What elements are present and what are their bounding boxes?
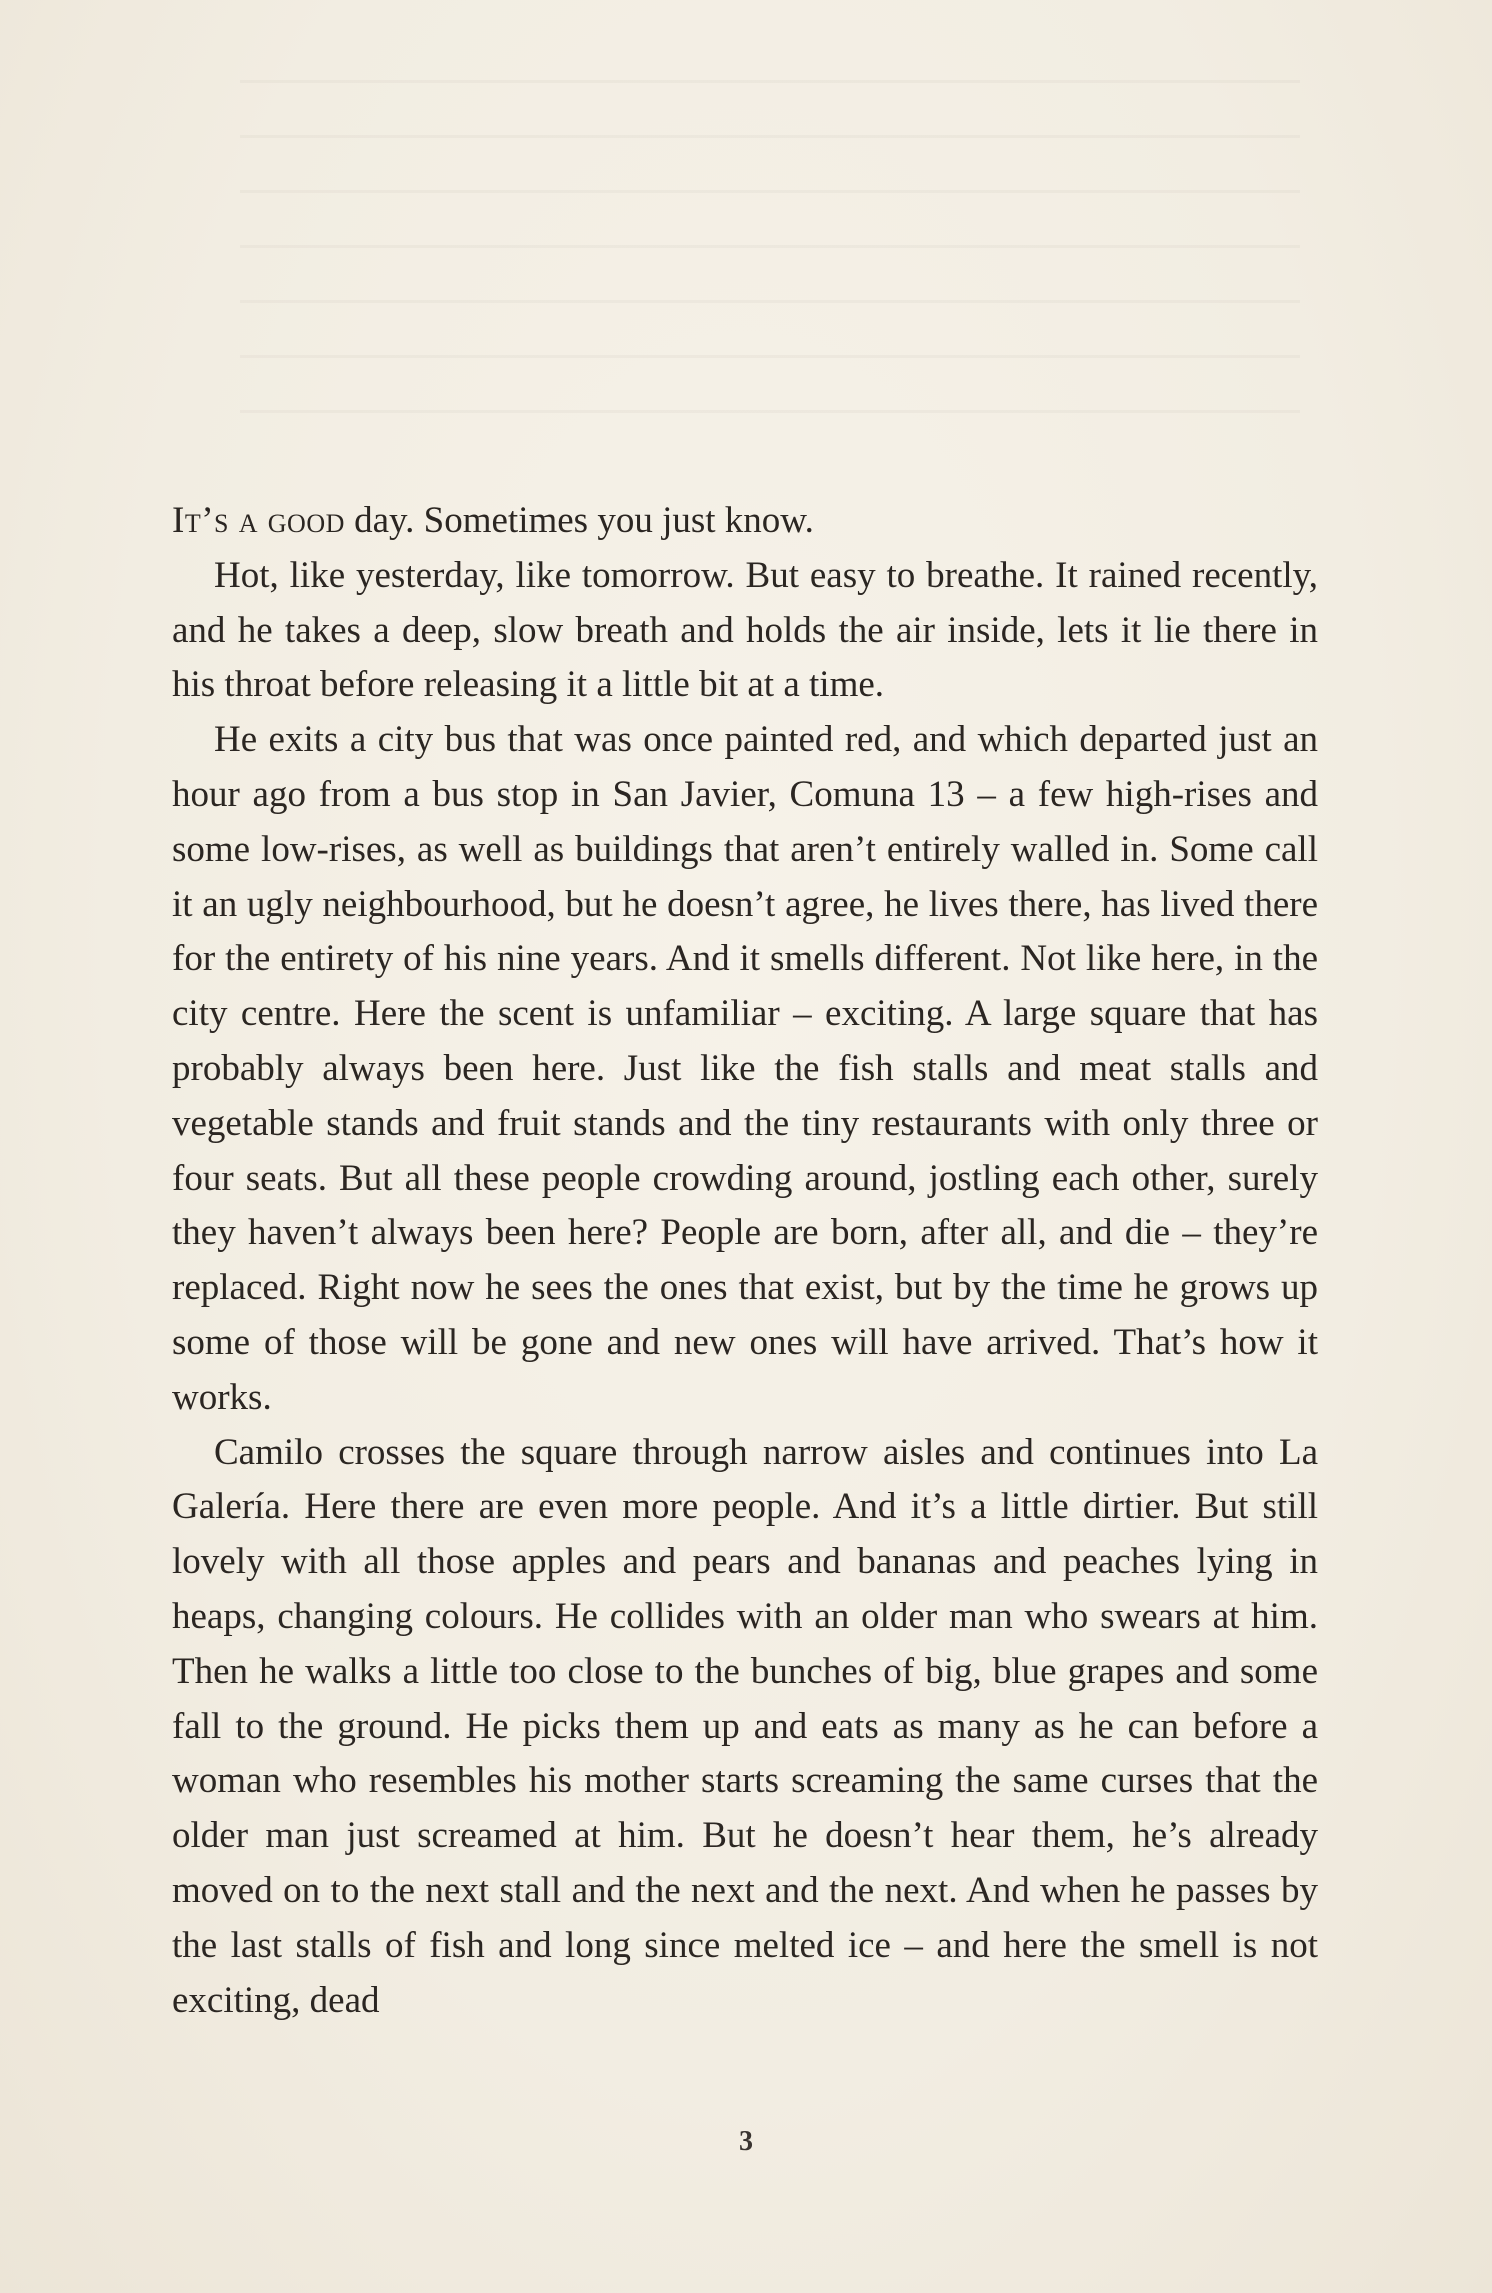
page-number: 3 (739, 2126, 753, 2157)
opening-rest: day. Sometimes you just know. (344, 500, 814, 541)
opening-small-caps: It’s a good (172, 500, 345, 541)
show-through-shading (240, 80, 1300, 460)
paragraph-3: Camilo crosses the square through narrow aisles and continues into La Galería. Here there are even more people. And it’s a little dirtier. But still lovely with all those apples and pears and bananas and peaches lying in heaps, changing colours. He collides with an older man who swears at him. Then he walks a little too close to the bunches of big, blue grapes and some fall to the ground. He picks them up and eats as many as he can before a woman who resembles his mother starts screaming the same curses that the older man just screamed at him. But he doesn’t hear them, he’s already moved on to the next stall and the next and the next. And when he passes by the last stalls of fish and long since melted ice – and here the smell is not exciting, dead (172, 1431, 1318, 2021)
paragraph-1: Hot, like yesterday, like tomorrow. But easy to breathe. It rained recently, and he takes a deep, slow breath and holds the air inside, lets it lie there in his throat before releasing it a little bit at a time. (172, 554, 1318, 706)
opening-line (172, 494, 1318, 549)
body-text (172, 494, 1318, 2028)
paragraph-2: He exits a city bus that was once painted red, and which departed just an hour ago from a bus stop in San Javier, Comuna 13 – a few high-rises and some low-rises, as well as buildings that aren’t entirely walled in. Some call it an ugly neighbourhood, but he doesn’t agree, he lives there, has lived there for the entirety of his nine years. And it smells different. Not like here, in the city centre. Here the scent is unfamiliar – exciting. A large square that has probably always been here. Just like the fish stalls and meat stalls and vegetable stands and fruit stands and the tiny restaurants with only three or four seats. But all these people crowding around, jostling each other, surely they haven’t always been here? People are born, after all, and die – they’re replaced. Right now he sees the ones that exist, but by the time he grows up some of those will be gone and new ones will have arrived. That’s how it works. (172, 719, 1318, 1418)
